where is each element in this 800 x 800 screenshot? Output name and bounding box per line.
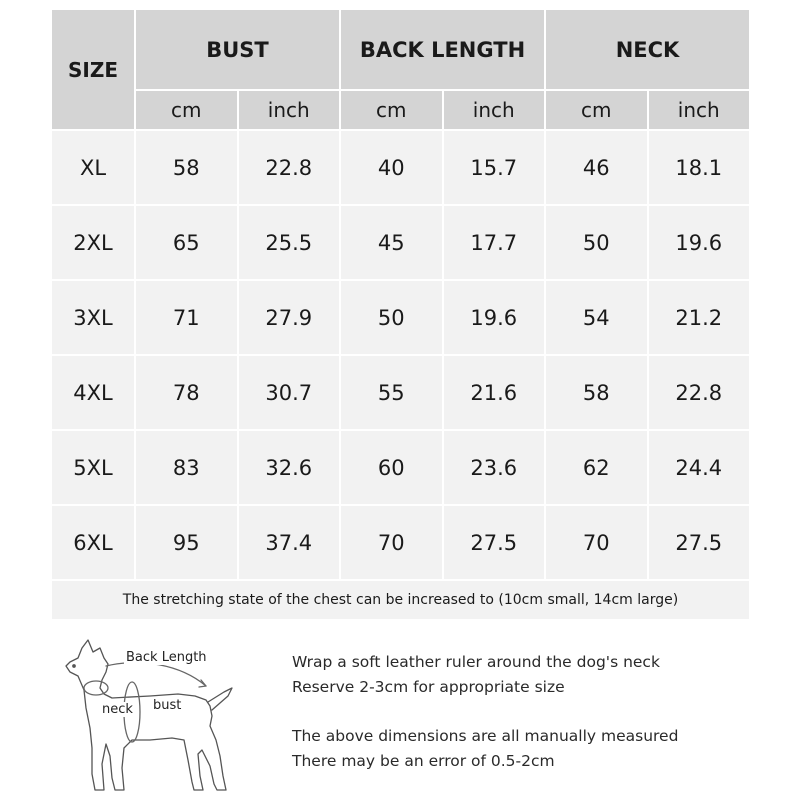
measurement-cell: 21.2 [649, 281, 750, 354]
measurement-cell: 19.6 [444, 281, 545, 354]
table-row [52, 131, 749, 204]
table-row [52, 206, 749, 279]
neck-label: neck [102, 702, 133, 717]
unit-header: inch [444, 91, 545, 129]
measurement-cell: 25.5 [239, 206, 340, 279]
measurement-cell: 50 [546, 206, 647, 279]
measurement-cell: 78 [136, 356, 237, 429]
measurement-cell: 58 [136, 131, 237, 204]
size-cell: 5XL [52, 431, 134, 504]
size-chart [50, 8, 751, 621]
size-cell: 4XL [52, 356, 134, 429]
bust-label: bust [153, 698, 182, 713]
measurement-cell: 70 [546, 506, 647, 579]
unit-header: inch [649, 91, 750, 129]
measurement-cell: 83 [136, 431, 237, 504]
measurement-cell: 50 [341, 281, 442, 354]
table-row [52, 506, 749, 579]
measurement-cell: 46 [546, 131, 647, 204]
table-row [52, 281, 749, 354]
measurement-cell: 71 [136, 281, 237, 354]
measurement-cell: 37.4 [239, 506, 340, 579]
measurement-cell: 27.9 [239, 281, 340, 354]
size-cell: XL [52, 131, 134, 204]
measurement-cell: 27.5 [649, 506, 750, 579]
measurement-cell: 24.4 [649, 431, 750, 504]
size-cell: 2XL [52, 206, 134, 279]
measurement-cell: 23.6 [444, 431, 545, 504]
dog-measurement-diagram [60, 636, 250, 796]
measurement-cell: 40 [341, 131, 442, 204]
unit-header: inch [239, 91, 340, 129]
measurement-cell: 70 [341, 506, 442, 579]
measurement-cell: 55 [341, 356, 442, 429]
measurement-cell: 22.8 [649, 356, 750, 429]
instruction-line: Wrap a soft leather ruler around the dog's neck [292, 653, 660, 671]
size-cell: 6XL [52, 506, 134, 579]
measurement-cell: 18.1 [649, 131, 750, 204]
measurement-cell: 95 [136, 506, 237, 579]
measurement-instructions [292, 650, 752, 798]
back-length-label: Back Length [126, 650, 207, 665]
measurement-cell: 62 [546, 431, 647, 504]
table-row [52, 431, 749, 504]
bust-header: BUST [136, 10, 339, 89]
measurement-cell: 65 [136, 206, 237, 279]
measurement-cell: 27.5 [444, 506, 545, 579]
back-length-header: BACK LENGTH [341, 10, 544, 89]
measurement-cell: 54 [546, 281, 647, 354]
measurement-cell: 17.7 [444, 206, 545, 279]
unit-header: cm [546, 91, 647, 129]
measurement-cell: 22.8 [239, 131, 340, 204]
size-cell: 3XL [52, 281, 134, 354]
measurement-cell: 60 [341, 431, 442, 504]
unit-header: cm [341, 91, 442, 129]
table-row [52, 356, 749, 429]
instruction-line: The above dimensions are all manually measured [292, 727, 679, 745]
instruction-line: There may be an error of 0.5-2cm [292, 752, 555, 770]
measurement-cell: 15.7 [444, 131, 545, 204]
neck-header: NECK [546, 10, 749, 89]
measurement-cell: 45 [341, 206, 442, 279]
measurement-cell: 30.7 [239, 356, 340, 429]
unit-header: cm [136, 91, 237, 129]
size-column-header: SIZE [52, 10, 134, 129]
measurement-cell: 21.6 [444, 356, 545, 429]
stretch-note: The stretching state of the chest can be increased to (10cm small, 14cm large) [52, 581, 749, 619]
measurement-cell: 19.6 [649, 206, 750, 279]
measurement-cell: 58 [546, 356, 647, 429]
instruction-line: Reserve 2-3cm for appropriate size [292, 678, 565, 696]
size-table [50, 8, 751, 621]
measurement-cell: 32.6 [239, 431, 340, 504]
